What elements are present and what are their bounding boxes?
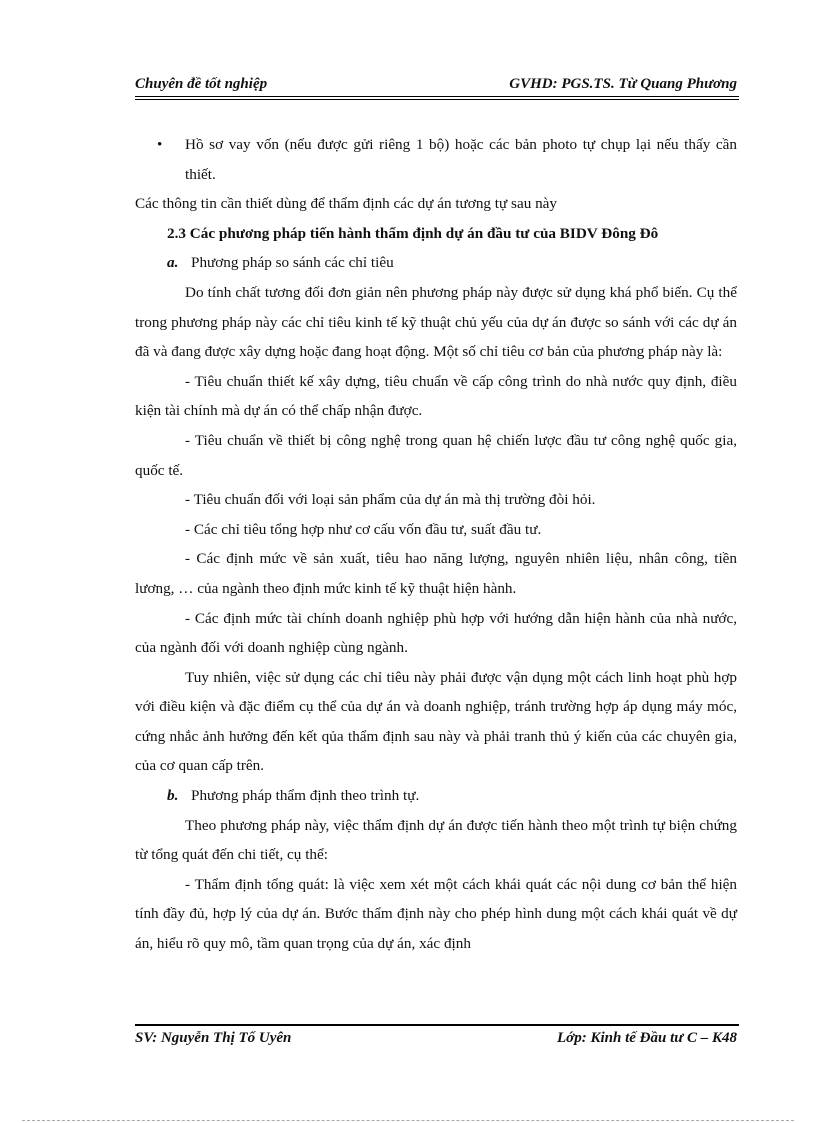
paragraph: - Tiêu chuẩn thiết kế xây dựng, tiêu chuẩn về cấp công trình do nhà nước quy định, điều kiện tài chính mà dự án có thể chấp nhận được. bbox=[135, 372, 737, 420]
paragraph: - Tiêu chuẩn về thiết bị công nghệ trong quan hệ chiến lược đầu tư công nghệ quốc gia, quốc tế. bbox=[135, 431, 737, 479]
page-break-line bbox=[22, 1120, 794, 1121]
footer-class: Lớp: Kinh tế Đầu tư C – K48 bbox=[557, 1030, 737, 1046]
header-rule bbox=[135, 96, 739, 97]
footer-student: SV: Nguyễn Thị Tố Uyên bbox=[135, 1030, 292, 1046]
paragraph: Do tính chất tương đối đơn giản nên phương pháp này được sử dụng khá phổ biến. Cụ thể trong phương pháp này các chỉ tiêu kinh tế kỹ thuật chủ yếu của dự án được so sánh với các dự án đã và đang được xây dựng hoặc đang hoạt động. Một số chỉ tiêu cơ bản của phương pháp này là: bbox=[135, 283, 737, 361]
header-advisor: GVHD: PGS.TS. Từ Quang Phương bbox=[509, 76, 737, 92]
page-body bbox=[135, 130, 737, 959]
subsection-b-marker: b. bbox=[167, 787, 179, 805]
bullet-icon: • bbox=[157, 136, 163, 153]
paragraph: Các thông tin cần thiết dùng để thẩm định các dự án tương tự sau này bbox=[135, 195, 558, 213]
subsection-a-marker: a. bbox=[167, 254, 179, 272]
subsection-b-title: Phương pháp thẩm định theo trình tự. bbox=[191, 787, 420, 805]
header-title: Chuyên đề tốt nghiệp bbox=[135, 76, 268, 92]
paragraph: - Các định mức tài chính doanh nghiệp phù hợp với hướng dẫn hiện hành của nhà nước, của ngành đối với doanh nghiệp cùng ngành. bbox=[135, 609, 737, 657]
paragraph: Theo phương pháp này, việc thẩm định dự án được tiến hành theo một trình tự biện chứng từ tổng quát đến chi tiết, cụ thể: bbox=[135, 816, 737, 864]
subsection-b bbox=[135, 781, 737, 811]
section-heading: 2.3 Các phương pháp tiến hành thẩm định dự án đầu tư của BIDV Đông Đô bbox=[167, 224, 659, 242]
bullet-text: Hồ sơ vay vốn (nếu được gửi riêng 1 bộ) hoặc các bản photo tự chụp lại nếu thấy cần thiết. bbox=[185, 136, 737, 183]
bullet-item bbox=[135, 130, 737, 189]
paragraph: - Thẩm định tổng quát: là việc xem xét một cách khái quát các nội dung cơ bản thể hiện tính đầy đủ, hợp lý của dự án. Bước thẩm định này cho phép hình dung một cách khái quát về dự án, hiểu rõ quy mô, tầm quan trọng của dự án, xác định bbox=[135, 875, 737, 953]
footer-rule bbox=[135, 1024, 739, 1026]
paragraph: - Các định mức về sản xuất, tiêu hao năng lượng, nguyên nhiên liệu, nhân công, tiền lương, … của ngành theo định mức kinh tế kỹ thuật hiện hành. bbox=[135, 550, 737, 597]
paragraph: Tuy nhiên, việc sử dụng các chỉ tiêu này phải được vận dụng một cách linh hoạt phù hợp với điều kiện và đặc điểm cụ thể của dự án và doanh nghiệp, tránh trường hợp áp dụng máy móc, cứng nhắc ảnh hưởng đến kết qủa thẩm định sau này và phải tranh thủ ý kiến của các chuyên gia, của cơ quan cấp trên. bbox=[135, 668, 737, 775]
subsection-a-title: Phương pháp so sánh các chỉ tiêu bbox=[191, 254, 394, 272]
page-footer bbox=[135, 1030, 737, 1050]
page-header bbox=[135, 73, 737, 97]
subsection-a bbox=[135, 248, 737, 278]
paragraph: - Các chỉ tiêu tổng hợp như cơ cấu vốn đầu tư, suất đầu tư. bbox=[185, 520, 542, 538]
paragraph: - Tiêu chuẩn đối với loại sản phẩm của dự án mà thị trường đòi hỏi. bbox=[185, 491, 596, 509]
header-rule-second bbox=[135, 99, 739, 100]
